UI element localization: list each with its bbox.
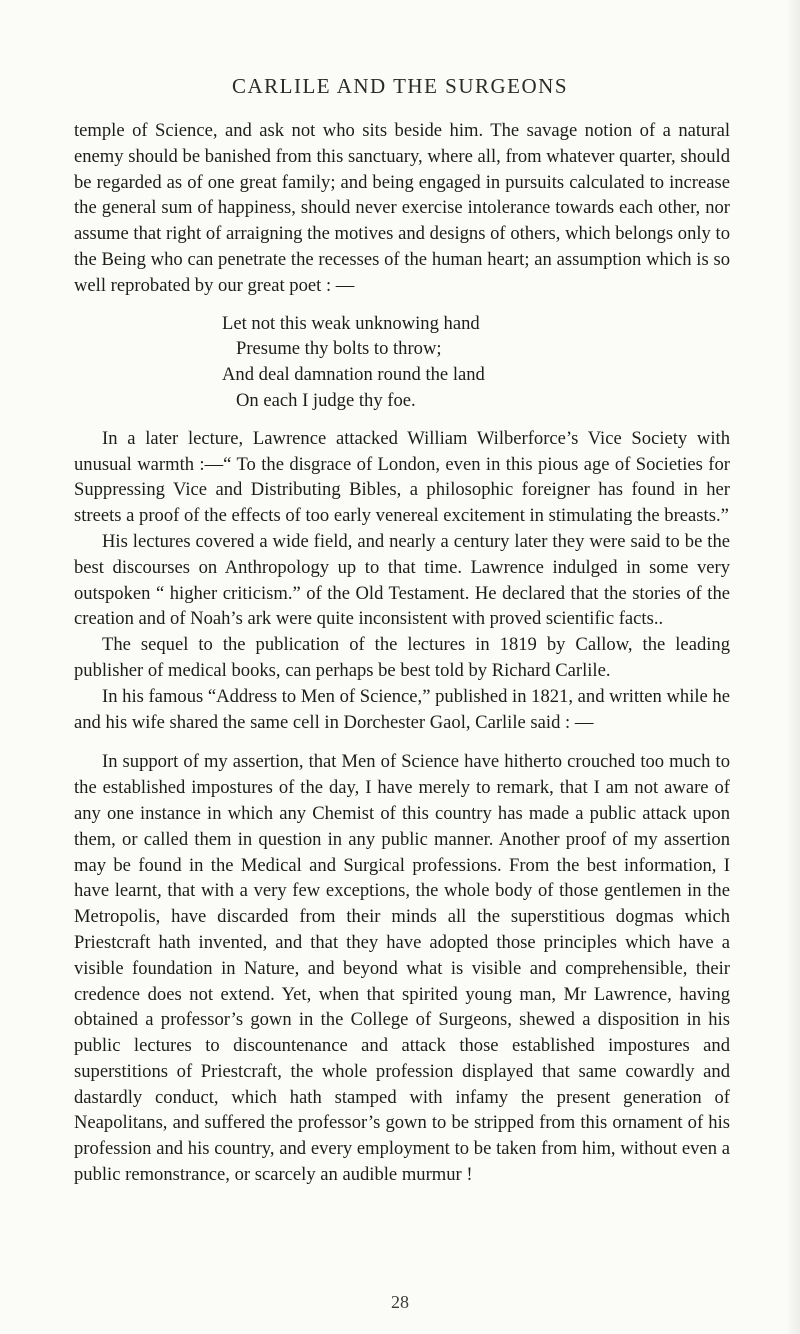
verse-line: On each I judge thy foe. (236, 389, 416, 411)
quotation-text: In support of my assertion, that Men of Science have hitherto crouched too much to the established impostures of the day, I have merely to remark, that I am not aware of any one instance in which any Chemist of this country has made a public attack upon them, or called them in question in any public manner. Another proof of my assertion may be found in the Medical and Surgical professions. From the best information, I have learnt, that with a very few exceptions, the whole body of those gentlemen in the Metropolis, have discarded from their minds all the superstitious dogmas which Priestcraft hath invented, and that they have adopted those principles which have a visible foundation in Nature, and beyond what is visible and comprehensible, their credence does not extend. Yet, when that spirited young man, Mr Lawrence, having obtained a professor’s gown in the College of Surgeons, shewed a disposition in his public lectures to discountenance and attack those established impostures and superstitions of Priestcraft, the whole profession displayed that same cowardly and dastardly conduct, which hath stamped with infamy the present generation of Neapolitans, and suffered the professor’s gown to be stripped from this ornament of his profession and his country, and every employment to be taken from him, without even a public remonstrance, or scarcely an audible murmur ! (74, 751, 730, 1186)
body-text (74, 118, 730, 1188)
verse-line: Presume thy bolts to throw; (236, 338, 442, 360)
block-quotation (74, 749, 730, 1188)
verse-line: Let not this weak unknowing hand (222, 312, 480, 334)
paragraph-sequel: The sequel to the publication of the lectures in 1819 by Callow, the leading publisher of medical books, can perhaps be best told by Richard Carlile. (74, 634, 730, 681)
verse-quotation (74, 311, 730, 414)
running-head: CARLILE AND THE SURGEONS (231, 74, 569, 98)
paragraph-lectures: His lectures covered a wide field, and nearly a century later they were said to be the best discourses on Anthropology up to that time. Lawrence indulged in some very outspoken “ higher criticism.” of the Old Testament. He declared that the stories of the creation and of Noah’s ark were quite inconsistent with proved scientific facts.. (74, 530, 730, 630)
paragraph-address: In his famous “Address to Men of Science,” published in 1821, and written while he and his wife shared the same cell in Dorchester Gaol, Carlile said : — (74, 685, 730, 733)
verse-line: And deal damnation round the land (222, 364, 485, 386)
page-number: 28 (391, 1292, 409, 1312)
paragraph-continued: temple of Science, and ask not who sits beside him. The savage notion of a natural enemy should be banished from this sanctuary, where all, from whatever quarter, should be regarded as of one great family; and being engaged in pursuits calculated to increase the general sum of happiness, should never exercise intolerance towards each other, nor assume that right of arraigning the motives and designs of others, which belongs only to the Being who can penetrate the recesses of the human heart; an assumption which is so well reprobated by our great poet : — (74, 120, 730, 296)
page-edge-shadow (786, 0, 800, 1334)
paragraph-lawrence-vice-society: In a later lecture, Lawrence attacked William Wilberforce’s Vice Society with unusual warmth :—“ To the disgrace of London, even in this pious age of Societies for Suppressing Vice and Distributing Bibles, a philosophic foreigner has found in her streets a proof of the effects of too early venereal excitement in stimulating the breasts.” (74, 427, 730, 527)
